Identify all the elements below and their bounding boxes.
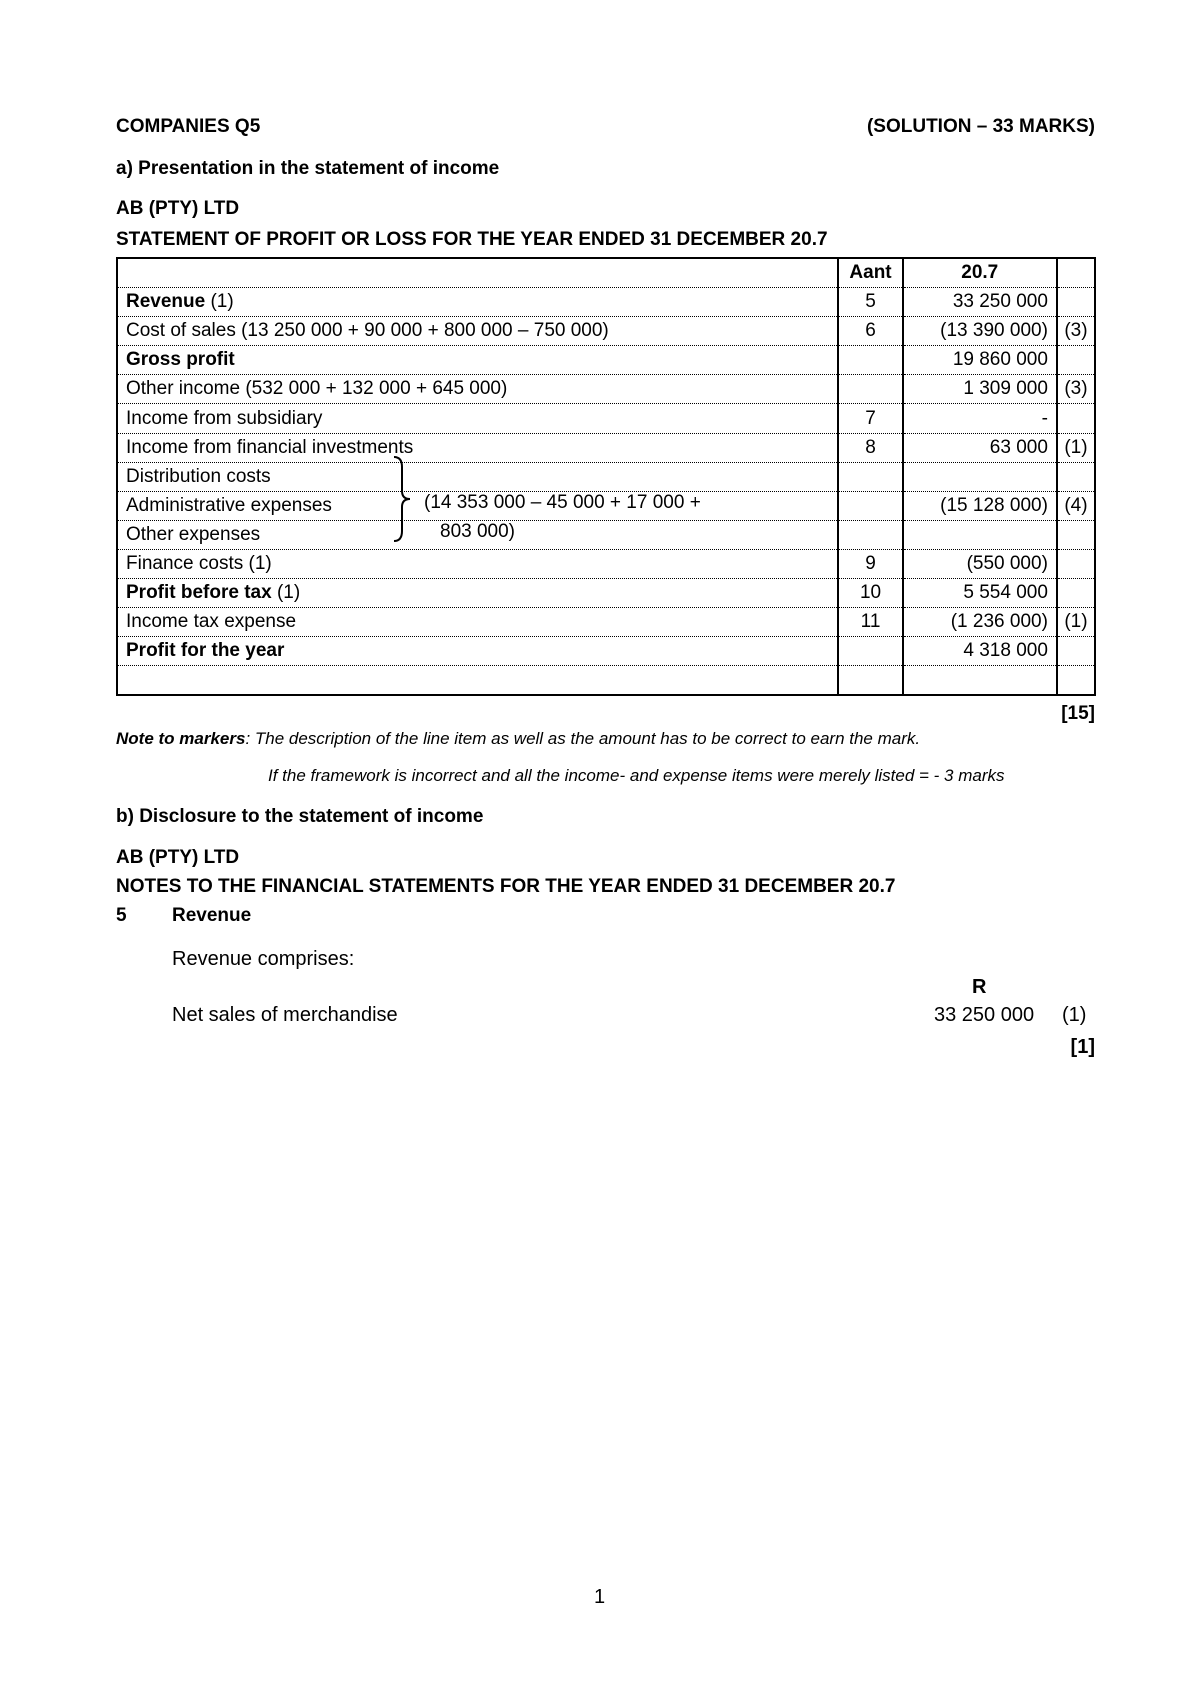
document-title: COMPANIES Q5 xyxy=(116,116,261,137)
row-note xyxy=(838,491,902,520)
table-row xyxy=(117,579,1095,608)
part-b-heading: b) Disclosure to the statement of income xyxy=(116,806,484,827)
row-note xyxy=(838,462,902,491)
row-label: Revenue (1) xyxy=(117,288,838,317)
page-number: 1 xyxy=(594,1586,606,1608)
row-mark: (3) xyxy=(1057,375,1095,404)
row-amount: 19 860 000 xyxy=(903,346,1057,375)
table-row xyxy=(117,375,1095,404)
row-amount xyxy=(903,520,1057,549)
row-mark: (3) xyxy=(1057,317,1095,346)
table-row xyxy=(117,288,1095,317)
table-row xyxy=(117,637,1095,666)
table-row xyxy=(117,433,1095,462)
part-a-heading: a) Presentation in the statement of income xyxy=(116,158,500,179)
row-amount: 63 000 xyxy=(903,433,1057,462)
row-note: 8 xyxy=(838,433,902,462)
row-label: Finance costs (1) xyxy=(117,549,838,578)
net-sales-mark: (1) xyxy=(1062,1004,1087,1026)
note-heading: Revenue xyxy=(172,905,252,926)
table-header-row xyxy=(117,258,1095,288)
row-mark xyxy=(1057,520,1095,549)
row-note xyxy=(838,666,902,696)
row-mark xyxy=(1057,462,1095,491)
table-row xyxy=(117,346,1095,375)
row-amount: 4 318 000 xyxy=(903,637,1057,666)
row-note xyxy=(838,637,902,666)
expense-calc-line1: (14 353 000 – 45 000 + 17 000 + xyxy=(424,492,701,513)
solution-marks: (SOLUTION – 33 MARKS) xyxy=(866,116,1095,137)
row-label: Gross profit xyxy=(117,346,838,375)
expense-calc-line2: 803 000) xyxy=(440,521,516,542)
row-note: 10 xyxy=(838,579,902,608)
row-note: 9 xyxy=(838,549,902,578)
row-mark xyxy=(1057,346,1095,375)
table-row xyxy=(117,666,1095,696)
row-label: Profit before tax (1) xyxy=(117,579,838,608)
marker-note: Note to markers: The description of the line item as well as the amount has to be correct to earn the mark. xyxy=(116,729,921,748)
statement-title: STATEMENT OF PROFIT OR LOSS FOR THE YEAR ENDED 31 DECEMBER 20.7 xyxy=(116,229,828,250)
row-label: Income from subsidiary xyxy=(117,404,838,433)
revenue-intro: Revenue comprises: xyxy=(172,948,355,970)
table-header-year: 20.7 xyxy=(903,258,1057,288)
table-row xyxy=(117,317,1095,346)
net-sales-amount: 33 250 000 xyxy=(934,1004,1035,1026)
table-row xyxy=(117,462,1095,491)
row-amount: - xyxy=(903,404,1057,433)
expense-group-brace xyxy=(390,455,416,543)
row-note xyxy=(838,375,902,404)
row-amount: 5 554 000 xyxy=(903,579,1057,608)
table-row xyxy=(117,549,1095,578)
row-label xyxy=(117,666,838,696)
part-a-total-marks: [15] xyxy=(1061,703,1095,724)
table-header-marks xyxy=(1057,258,1095,288)
row-label: Administrative expenses xyxy=(117,491,838,520)
profit-or-loss-table xyxy=(116,257,1096,696)
row-amount xyxy=(903,666,1057,696)
row-label: Distribution costs xyxy=(117,462,838,491)
table-row xyxy=(117,608,1095,637)
row-amount xyxy=(903,462,1057,491)
part-b-company: AB (PTY) LTD xyxy=(116,847,240,868)
part-a-company: AB (PTY) LTD xyxy=(116,198,240,219)
row-mark xyxy=(1057,637,1095,666)
row-note: 5 xyxy=(838,288,902,317)
row-mark xyxy=(1057,666,1095,696)
row-note xyxy=(838,520,902,549)
row-label: Other income (532 000 + 132 000 + 645 000) xyxy=(117,375,838,404)
notes-title: NOTES TO THE FINANCIAL STATEMENTS FOR THE YEAR ENDED 31 DECEMBER 20.7 xyxy=(116,876,896,897)
table-row xyxy=(117,404,1095,433)
row-note: 6 xyxy=(838,317,902,346)
row-label: Other expenses xyxy=(117,520,838,549)
row-note: 11 xyxy=(838,608,902,637)
row-amount: (1 236 000) xyxy=(903,608,1057,637)
net-sales-label: Net sales of merchandise xyxy=(172,1004,398,1026)
row-mark xyxy=(1057,549,1095,578)
row-note: 7 xyxy=(838,404,902,433)
row-mark xyxy=(1057,579,1095,608)
row-amount: (550 000) xyxy=(903,549,1057,578)
marker-note-2: If the framework is incorrect and all the income- and expense items were merely listed = - 3 marks xyxy=(268,766,1005,785)
row-mark xyxy=(1057,288,1095,317)
row-mark: (1) xyxy=(1057,433,1095,462)
row-amount: 33 250 000 xyxy=(903,288,1057,317)
note-number: 5 xyxy=(116,905,127,926)
table-row xyxy=(117,520,1095,549)
row-label: Cost of sales (13 250 000 + 90 000 + 800 000 – 750 000) xyxy=(117,317,838,346)
row-mark: (1) xyxy=(1057,608,1095,637)
row-amount: 1 309 000 xyxy=(903,375,1057,404)
row-label: Profit for the year xyxy=(117,637,838,666)
part-b-total-marks: [1] xyxy=(1070,1036,1095,1058)
row-mark: (4) xyxy=(1057,491,1095,520)
row-note xyxy=(838,346,902,375)
row-label: Income tax expense xyxy=(117,608,838,637)
row-amount: (13 390 000) xyxy=(903,317,1057,346)
currency-header: R xyxy=(972,976,987,998)
row-label: Income from financial investments xyxy=(117,433,838,462)
row-mark xyxy=(1057,404,1095,433)
table-header-note: Aant xyxy=(838,258,902,288)
table-header-description xyxy=(117,258,838,288)
row-amount: (15 128 000) xyxy=(903,491,1057,520)
